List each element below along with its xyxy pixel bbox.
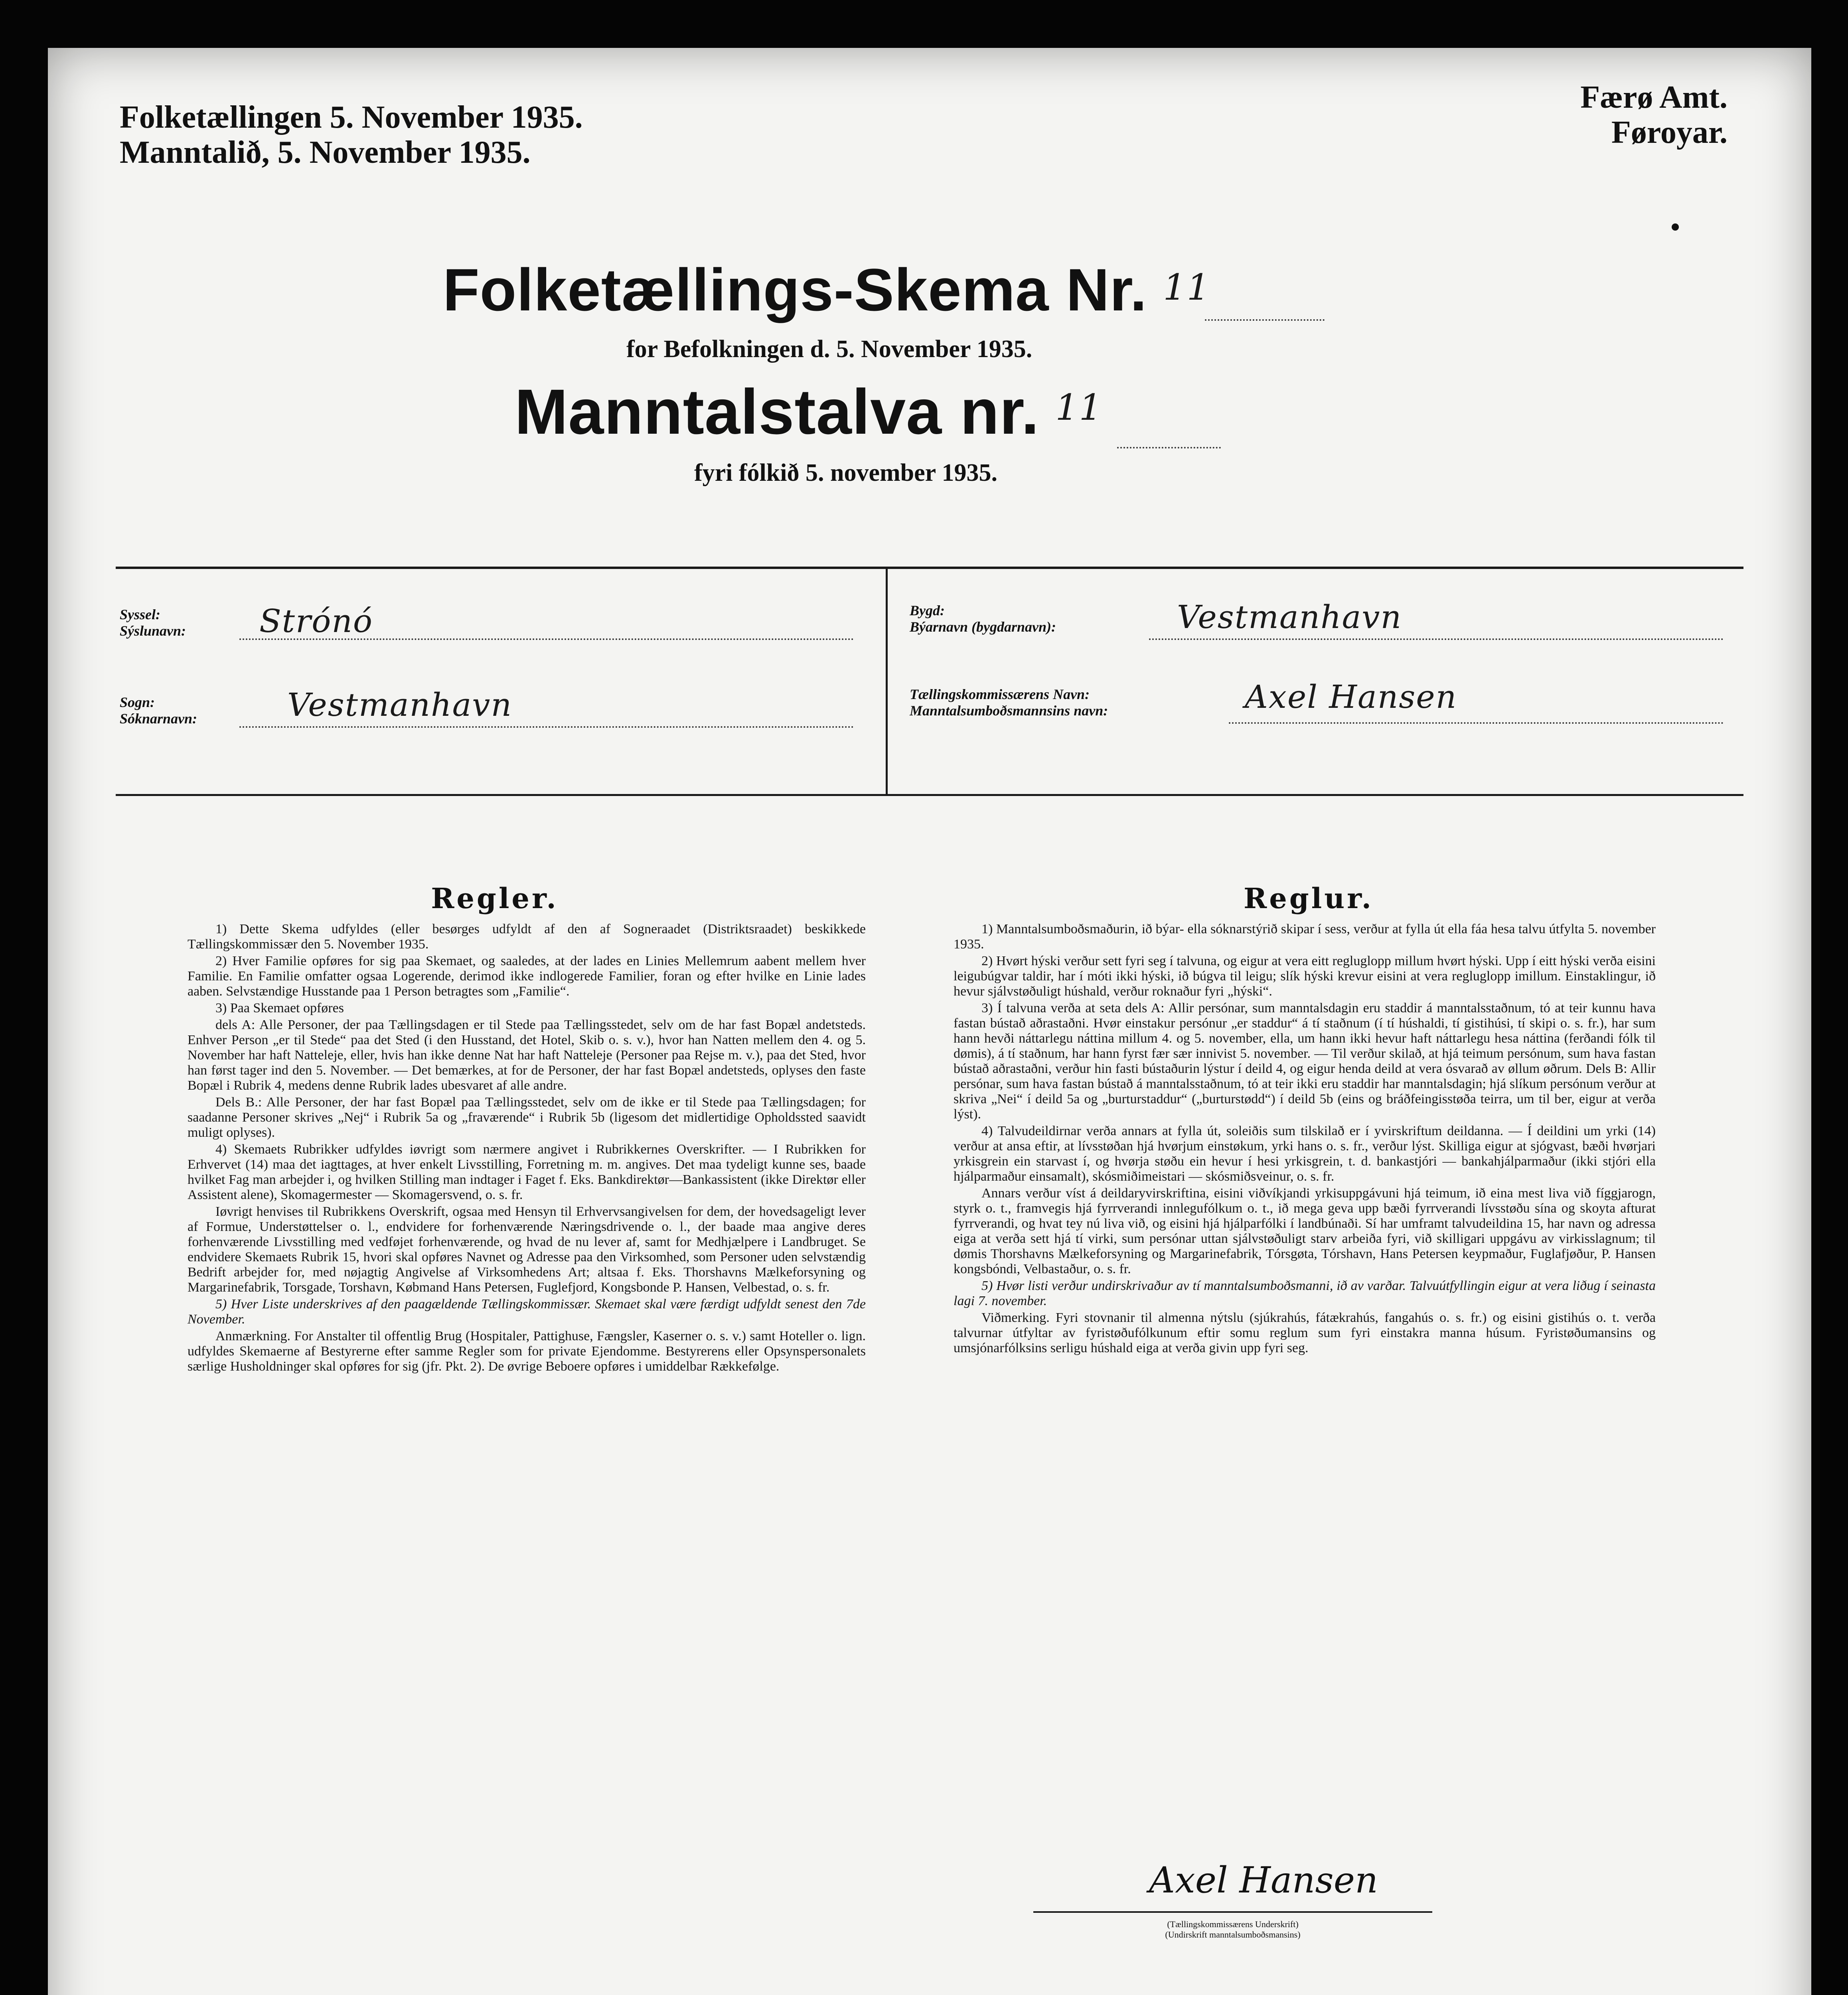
schema-subtitle: for Befolkningen d. 5. November 1935.: [626, 336, 1033, 363]
regler-paragraph: 2) Hver Familie opføres for sig paa Skemaet, og saaledes, at der lades en Linies Mellemrum aabent mellem hver Familie. En Familie omfatter ogsaa Logerende, derimod ikke indlogerede Familier, foran og efter hvilke en Linie lades aaben. Selvstændige Husstande paa 1 Person betragtes som „Familie“.: [188, 954, 866, 999]
signature-line: [1033, 1911, 1432, 1913]
header-left-line1: Folketællingen 5. November 1935.: [120, 100, 583, 135]
regler-paragraph: 5) Hver Liste underskrives af den paagældende Tællingskommissær. Skemaet skal være færdigt udfyldt senest den 7de November.: [188, 1297, 866, 1327]
reglur-paragraph: 1) Manntalsumboðsmaðurin, ið býar- ella sóknarstýrið skipar í sess, verður at fylla út ella fáa hesa talvu útfylta 5. november 1935.: [954, 922, 1656, 952]
signature-caption-da: (Tællingskommissærens Underskrift): [1167, 1919, 1299, 1929]
reglur-paragraph: 5) Hvør listi verður undirskrivaður av tí manntalsumboðsmanni, ið av varðar. Talvuútfyllingin eigur at vera liðug í seinasta lagi 7. november.: [954, 1278, 1656, 1308]
bygd-label: [910, 602, 1056, 636]
header-left-line2: Manntalið, 5. November 1935.: [120, 135, 531, 170]
reglur-title: Reglur.: [1244, 882, 1374, 915]
ink-speck: [1672, 223, 1679, 231]
header-left: [120, 100, 583, 170]
regler-paragraph: 4) Skemaets Rubrikker udfyldes iøvrigt som nærmere angivet i Rubrikkernes Overskrifter. — I Rubrikken for Erhvervet (14) maa det iagttages, at hver enkelt Livsstilling, Forretning m. m. angives. Det maa tydeligt kunne ses, baade hvilket Fag man arbejder i, og hvilken Stilling man indtager i Faget f. Eks. Bankdirektør—Bankassistent (ikke Direktør eller Assistent alene), Skomagermester — Skomagersvend, o. s. fr.: [188, 1142, 866, 1202]
kommissaer-label-fo: Manntalsumboðsmannsins navn:: [910, 703, 1108, 719]
regler-paragraph: Dels B.: Alle Personer, der har fast Bopæl paa Tællingsstedet, selv om de ikke er til Stede paa Tællingsdagen; for saadanne Personer skrives „Nej“ i Rubrik 5a og „fraværende“ i Rubrik 5b (ligesom det midlertidige Opholdssted saavidt muligt oplyses).: [188, 1095, 866, 1140]
syssel-label-da: Syssel:: [120, 606, 160, 622]
regler-paragraph: Anmærkning. For Anstalter til offentlig Brug (Hospitaler, Pattighuse, Fængsler, Kaserner o. s. v.) samt Hoteller o. lign. udfyldes Skemaerne af Bestyrerne efter samme Regler som for private Ejendomme. Bestyrerens eller Opsynspersonalets særlige Husholdninger skal opføres for sig (jfr. Pkt. 2). De øvrige Beboere opføres i umiddelbar Rækkefølge.: [188, 1329, 866, 1374]
fields-divider: [886, 569, 888, 794]
signature-captions: [1053, 1919, 1412, 1940]
kommissaer-label: [910, 686, 1108, 719]
reglur-column: [954, 922, 1656, 1357]
census-form-page: [48, 48, 1811, 1995]
syssel-label-fo: Sýslunavn:: [120, 623, 186, 639]
title-block: [443, 255, 1400, 324]
bygd-label-da: Bygd:: [910, 602, 945, 618]
fields-bottom-rule: [116, 794, 1743, 796]
sogn-label-da: Sogn:: [120, 694, 155, 710]
bygd-label-fo: Býarnavn (bygdarnavn):: [910, 619, 1056, 635]
regler-paragraph: Iøvrigt henvises til Rubrikkens Overskrift, ogsaa med Hensyn til Erhvervsangivelsen for dem, der hovedsageligt lever af Formue, Understøttelser o. l., endvidere for forhenværende Næringsdrivende o. l., der baade maa angive deres forhenværende Livsstilling med vedføjet forhenværende, og hvad de nu lever af, samt for Medhjælpere i Landbruget. Se endvidere Skemaets Rubrik 15, hvori skal opføres Navnet og Adresse paa den Virksomhed, som Personer uden selvstændig Bedrift arbejder for, med nøjagtig Angivelse af Virksomhedens Art; altsaa f. Eks. Thorshavns Mælkeforsyning og Margarinefabrik, Torsgade, Torshavn, Købmand Hans Petersen, Fuglefjord, Kongsbonde P. Hansen, Velbestad, o. s. fr.: [188, 1204, 866, 1295]
header-right: [1468, 80, 1728, 150]
manntal-number: 11: [1055, 387, 1103, 429]
manntal-number-line: [1117, 447, 1221, 448]
bygd-line: [1149, 638, 1724, 640]
schema-title: Folketællings-Skema Nr.: [443, 256, 1147, 323]
regler-column: [188, 922, 866, 1376]
kommissaer-label-da: Tællingskommissærens Navn:: [910, 686, 1090, 702]
reglur-paragraph: 4) Talvudeildirnar verða annars at fylla út, soleiðis sum tilskilað er í yvirskriftum deildanna. — Í deildini um yrki (14) verður at ansa eftir, at lívsstøðan hjá hvørjum einstøkum, yrki hans o. s. fr., verður lýst. Skilliga eigur at sjógvast, bæði hvørjari yrkisgrein ein starvast í, og hvørja støðu ein hevur í hesi yrkisgrein, t. d. bankastjóri — bankahjálparmaður (ikki stjóri ella hjálparmaður einsamalt), skósmiðimeistari — skósmiðsveinur, o. s. fr.: [954, 1124, 1656, 1184]
kommissaer-line: [1229, 722, 1724, 724]
regler-title: Regler.: [431, 882, 559, 915]
manntal-title: Manntalstalva nr.: [515, 376, 1040, 447]
schema-number-line: [1205, 319, 1325, 321]
sogn-label-fo: Sóknarnavn:: [120, 711, 197, 727]
reglur-paragraph: Viðmerking. Fyri stovnanir til almenna nýtslu (sjúkrahús, fátækrahús, fangahús o. s. fr.) og eisini gistihús o. t. verða talvurnar útfyltar av fyristøðufólkunum eftir somu reglum sum fyri einstakra manna húsum. Fyristøðumansins og umsjónarfólksins serligu húshald eiga at verða givin upp fyri seg.: [954, 1310, 1656, 1355]
reglur-paragraph: 3) Í talvuna verða at seta dels A: Allir persónar, sum manntalsdagin eru staddir á manntalsstaðnum, tó at teir kunnu hava fastan bústað aðrastaðni. Hvør einstakur persónur „er staddur“ á tí staðnum (í tí húshaldi, tí gistihúsi, tí skipi o. s. fr.), har sum hann hevði náttarlegu náttina millum 4. og 5. november, ella, um hann ikki hevur haft náttarlegu hesa náttina (ferðandi fólk til dømis), á tí staðnum, har hann fyrst fær sær innivist 5. november. — Til verður skilað, at hjá teimum persónum, sum hava fastan bústað aðrastaðni, verður hin fasti bústaðurin lýstur í deild 4, og eigur henda deild at vera ósvarað av øllum øðrum. Dels B: Allir persónar, sum hava fastan bústað á manntalsstaðnum, tó at teir ikki eru staddir har manntalsdagin; hjá slíkum persónum verður at skriva „Nei“ í deild 5a og „burturstaddur“ („burturstødd“) í deild 5b (eins og bráðfeingisstøða teirra, um til ber, eigur at verða lýst).: [954, 1001, 1656, 1122]
schema-number: 11: [1163, 267, 1210, 308]
signature-caption-fo: (Undirskrift manntalsumboðsmansins): [1165, 1930, 1301, 1940]
regler-paragraph: 3) Paa Skemaet opføres: [215, 1001, 344, 1015]
kommissaer-value: Axel Hansen: [1245, 678, 1457, 715]
manntal-subtitle: fyri fólkið 5. november 1935.: [694, 459, 998, 486]
sogn-label: [120, 694, 197, 727]
syssel-line: [239, 638, 854, 640]
regler-paragraph: 1) Dette Skema udfyldes (eller besørges udfyldt af den af Sogneraadet (Distriktsraadet) beskikkede Tællingskommissær den 5. November 1935.: [188, 922, 866, 952]
kommissaer-signature: Axel Hansen: [1149, 1859, 1378, 1901]
sogn-line: [239, 726, 854, 728]
regler-paragraph: dels A: Alle Personer, der paa Tællingsdagen er til Stede paa Tællingsstedet, selv om de har fast Bopæl andetsteds. Enhver Person „er til Stede“ paa det Sted (i den Husstand, det Hotel, Skib o. s. v.), hvor han Natten mellem den 4. og 5. November har haft Natteleje, eller, hvis han ikke denne Nat har haft Natteleje (Personer paa Rejse m. v.), paa det Sted, hvor han først tager ind den 5. November. — Det bemærkes, at for de Personer, der har fast Bopæl andetsteds, oplyses den faste Bopæl i Rubrik 4, medens denne Rubrik lades ubesvaret af alle andre.: [188, 1017, 866, 1093]
reglur-paragraph: 2) Hvørt hýski verður sett fyri seg í talvuna, og eigur at vera eitt regluglopp millum hvørt hýski. Upp í eitt hýski verða eisini leigubúgvar taldir, har í móti ikki hýski, ið búgva til leigu; slík hýski krevur eisini at vera regluglopp imillum. Einstaklingur, ið hevur sjálvstøðuligt húshald, verður roknaður fyri „hýski“.: [954, 954, 1656, 999]
header-right-line2: Føroyar.: [1611, 115, 1728, 150]
syssel-value: Strónó: [259, 602, 373, 640]
sogn-value: Vestmanhavn: [287, 686, 512, 723]
fields-top-rule: [116, 567, 1743, 569]
syssel-label: [120, 606, 186, 640]
reglur-paragraph: Annars verður víst á deildaryvirskriftina, eisini viðvíkjandi yrkisuppgávuni hjá teimum, ið eina mest liva við fíggjarogn, styrk o. t., framvegis hjá fyrrverandi innlegufólkum o. t., ið mega geva upp bæði fyrrverandi lívsstøðu sína og skoyta afturat fyrrverandi, og hvat tey nú liva við, og eisini hjá hjálparfólki í landbúnaði. Sí har umframt talvudeildina 15, har navn og adressa eiga at verða sett hjá tí virki, sum persónar uttan sjálvstøðuligt starv arbeiða fyri, við skilligari uppgávu av virkisslagnum; til dømis Thorshavns Mælkeforsyning og Margarinefabrik, Tórsgøta, Tórshavn, Hans Petersen keypmaður, Fuglafjøður, P. Hansen kongsbóndi, Velbastaður, o. s. fr.: [954, 1186, 1656, 1276]
bygd-value: Vestmanhavn: [1177, 598, 1402, 636]
manntal-title-block: [515, 375, 1313, 448]
header-right-line1: Færø Amt.: [1580, 80, 1728, 115]
